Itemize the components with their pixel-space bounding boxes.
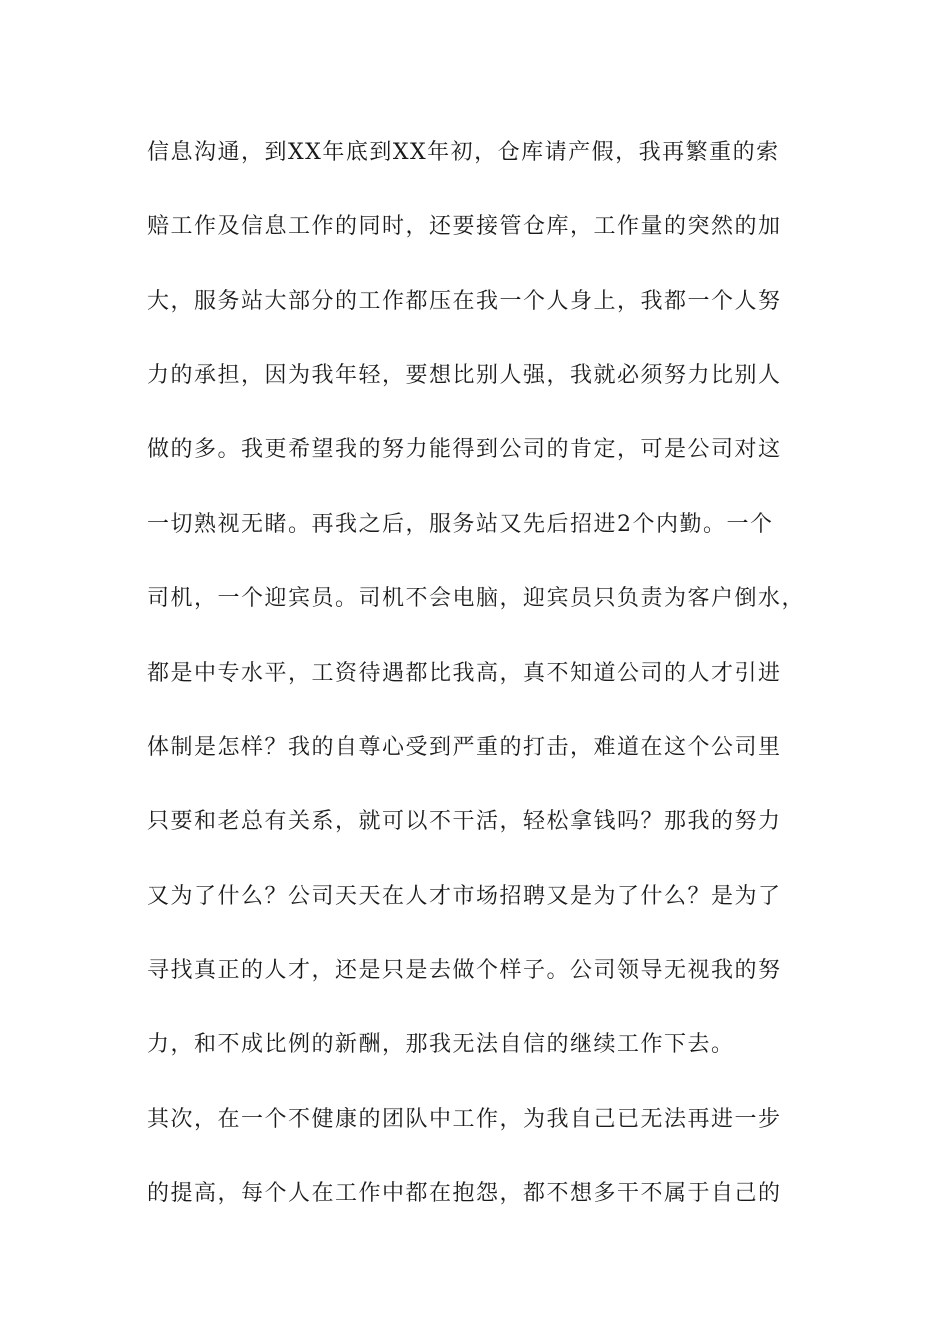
- text-line-15: 的提高，每个人在工作中都在抱怨，都不想多干不属于自己的: [147, 1181, 782, 1206]
- text-line-8: 都是中专水平，工资待遇都比我高，真不知道公司的人才引进: [147, 661, 782, 686]
- text-line-3: 大，服务站大部分的工作都压在我一个人身上，我都一个人努: [147, 289, 782, 314]
- text-line-13: 力，和不成比例的新酬，那我无法自信的继续工作下去。: [147, 1032, 735, 1057]
- text-line-7: 司机，一个迎宾员。司机不会电脑，迎宾员只负责为客户倒水，: [147, 586, 806, 611]
- text-line-1: 信息沟通，到XX年底到XX年初，仓库请产假，我再繁重的索: [147, 140, 780, 165]
- text-line-5: 做的多。我更希望我的努力能得到公司的肯定，可是公司对这: [147, 437, 782, 462]
- text-line-4: 力的承担，因为我年轻，要想比别人强，我就必须努力比别人: [147, 363, 782, 388]
- text-line-14: 其次，在一个不健康的团队中工作，为我自己已无法再进一步: [147, 1107, 782, 1132]
- text-line-2: 赔工作及信息工作的同时，还要接管仓库，工作量的突然的加: [147, 214, 782, 239]
- text-line-6: 一切熟视无睹。再我之后，服务站又先后招进2个内勤。一个: [147, 512, 774, 537]
- text-line-9: 体制是怎样？我的自尊心受到严重的打击，难道在这个公司里: [147, 735, 782, 760]
- text-line-11: 又为了什么？公司天天在人才市场招聘又是为了什么？是为了: [147, 884, 782, 909]
- text-line-12: 寻找真正的人才，还是只是去做个样子。公司领导无视我的努: [147, 958, 782, 983]
- text-line-10: 只要和老总有关系，就可以不干活，轻松拿钱吗？那我的努力: [147, 809, 782, 834]
